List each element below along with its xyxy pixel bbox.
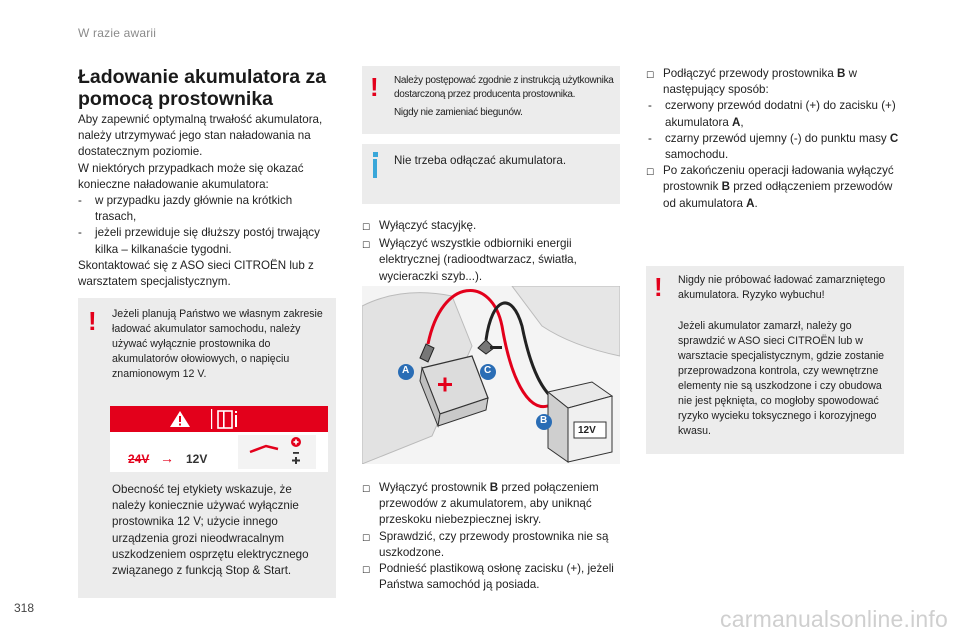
step-item [646,66,904,98]
step-item [362,218,612,236]
label-voltage-ok: 12V [186,452,208,466]
step-text: Wyłączyć wszystkie odbiorniki energii elektrycznej (radioodtwarzacz, światła, wycieraczki szyb...). [379,237,577,283]
intro-text [78,112,336,290]
step-item [362,236,612,285]
sub-item-text: czarny przewód ujemny (-) do punktu masy C samochodu. [665,131,899,162]
warning-icon: ! [654,272,663,302]
section-header: W razie awarii [78,26,157,40]
checkbox-icon: ☐ [362,533,371,544]
checkbox-icon: ☐ [362,223,371,233]
list-item: - w przypadku jazdy głównie na krótkich trasach, [78,193,336,225]
sub-item: - czerwony przewód dodatni (+) do zacisku (+) akumulatora A, [646,98,904,130]
warning-text: Nigdy nie zamieniać biegunów. [394,107,523,118]
sub-item: - czarny przewód ujemny (-) do punktu masy C samochodu. [646,131,904,163]
checkbox-icon: ☐ [646,168,655,179]
arrow-icon: → [160,450,174,466]
watermark: carmanualsonline.info [720,606,948,632]
warning-icon: ! [88,306,97,336]
info-text: Nie trzeba odłączać akumulatora. [394,154,567,167]
diagram-label-a: A [402,365,410,376]
list-item-text: w przypadku jazdy głównie na krótkich trasach, [95,194,293,224]
warning-text: Należy postępować zgodnie z instrukcją użytkownika dostarczoną przez producenta prostownika. [394,75,614,100]
list-item: - jeżeli przewiduje się dłuższy postój trwający kilka – kilkanaście tygodni. [78,225,336,257]
step-text: Podnieść plastikową osłonę zacisku (+), jeżeli Państwa samochód ją posiada. [379,562,614,592]
intro-paragraph: W niektórych przypadkach może się okazać konieczne naładowanie akumulatora: [78,161,304,191]
label-caption: Obecność tej etykiety wskazuje, że należy koniecznie używać wyłącznie prostownika 12 V; użycie innego urządzenia grozi nieodwracalnym uszkodzeniem osprzętu elektrycznego związanego z funkcją Stop & Start. [112,483,309,578]
intro-closing: Skontaktować się z ASO sieci CITROËN lub z warsztatem specjalistycznym. [78,258,314,289]
steps-bottom [362,480,620,593]
info-icon-bar [373,159,377,178]
checkbox-icon: ☐ [362,566,371,577]
step-item [646,163,904,212]
warning-box-right [646,266,904,454]
steps-top [362,218,612,285]
warning-label-image [110,406,328,472]
step-text: Wyłączyć prostownik B przed połączeniem przewodów z akumulatorem, aby uniknąć przeskoku niebezpiecznej iskry. [379,481,599,527]
intro-paragraph: Aby zapewnić optymalną trwałość akumulatora, należy utrzymywać jego stan naładowania na dostatecznym poziomie. [78,113,323,159]
page-title: Ładowanie akumulatora za pomocą prostownika [78,66,327,110]
checkbox-icon: ☐ [646,71,655,81]
diagram-label-b: B [540,415,548,426]
warning-box-top [362,66,620,134]
step-text: Wyłączyć stacyjkę. [379,219,477,232]
step-item [362,480,620,529]
warning-text: Jeżeli planują Państwo we własnym zakresie ładować akumulator samochodu, należy używać wyłącznie prostownika do akumulatorów ołowiowych, o napięciu znamionowym 12 V. [112,308,323,380]
charging-diagram [362,286,620,464]
diagram-label-c: C [484,365,492,376]
step-item [362,561,620,593]
info-box [362,144,620,204]
warning-box-left [78,298,336,598]
step-text: Sprawdzić, czy przewody prostownika nie są uszkodzone. [379,529,609,559]
steps-right [646,66,904,212]
warning-text: Jeżeli akumulator zamarzł, należy go sprawdzić w ASO sieci CITROËN lub w warsztacie specjalistycznym, gdzie zostanie przeprowadzona kontrola, czy wewnętrzne elementy nie są uszkodzone i czy obudowa nie jest pęknięta, co mogłoby spowodować ryzyko wycieku toksycznego i korozyjnego kwasu. [678,320,885,437]
label-voltage-crossed: 24V [128,452,150,466]
page-number: 318 [14,601,35,615]
list-item-text: jeżeli przewiduje się dłuższy postój trwający kilka – kilkanaście tygodni. [95,226,320,256]
step-item [362,529,620,561]
charger-voltage-label: 12V [578,425,596,436]
warning-icon: ! [370,72,379,102]
checkbox-icon: ☐ [362,485,371,495]
checkbox-icon: ☐ [362,241,371,252]
info-icon [373,152,378,157]
step-text: Po zakończeniu operacji ładowania wyłączyć prostownik B przed odłączeniem przewodów od akumulatora A. [663,164,894,210]
warning-text: Nigdy nie próbować ładować zamarzniętego akumulatora. Ryzyko wybuchu! [678,274,886,301]
sub-item-text: czerwony przewód dodatni (+) do zacisku (+) akumulatora A, [665,99,896,129]
step-text: Podłączyć przewody prostownika B w następujący sposób: [663,67,857,97]
